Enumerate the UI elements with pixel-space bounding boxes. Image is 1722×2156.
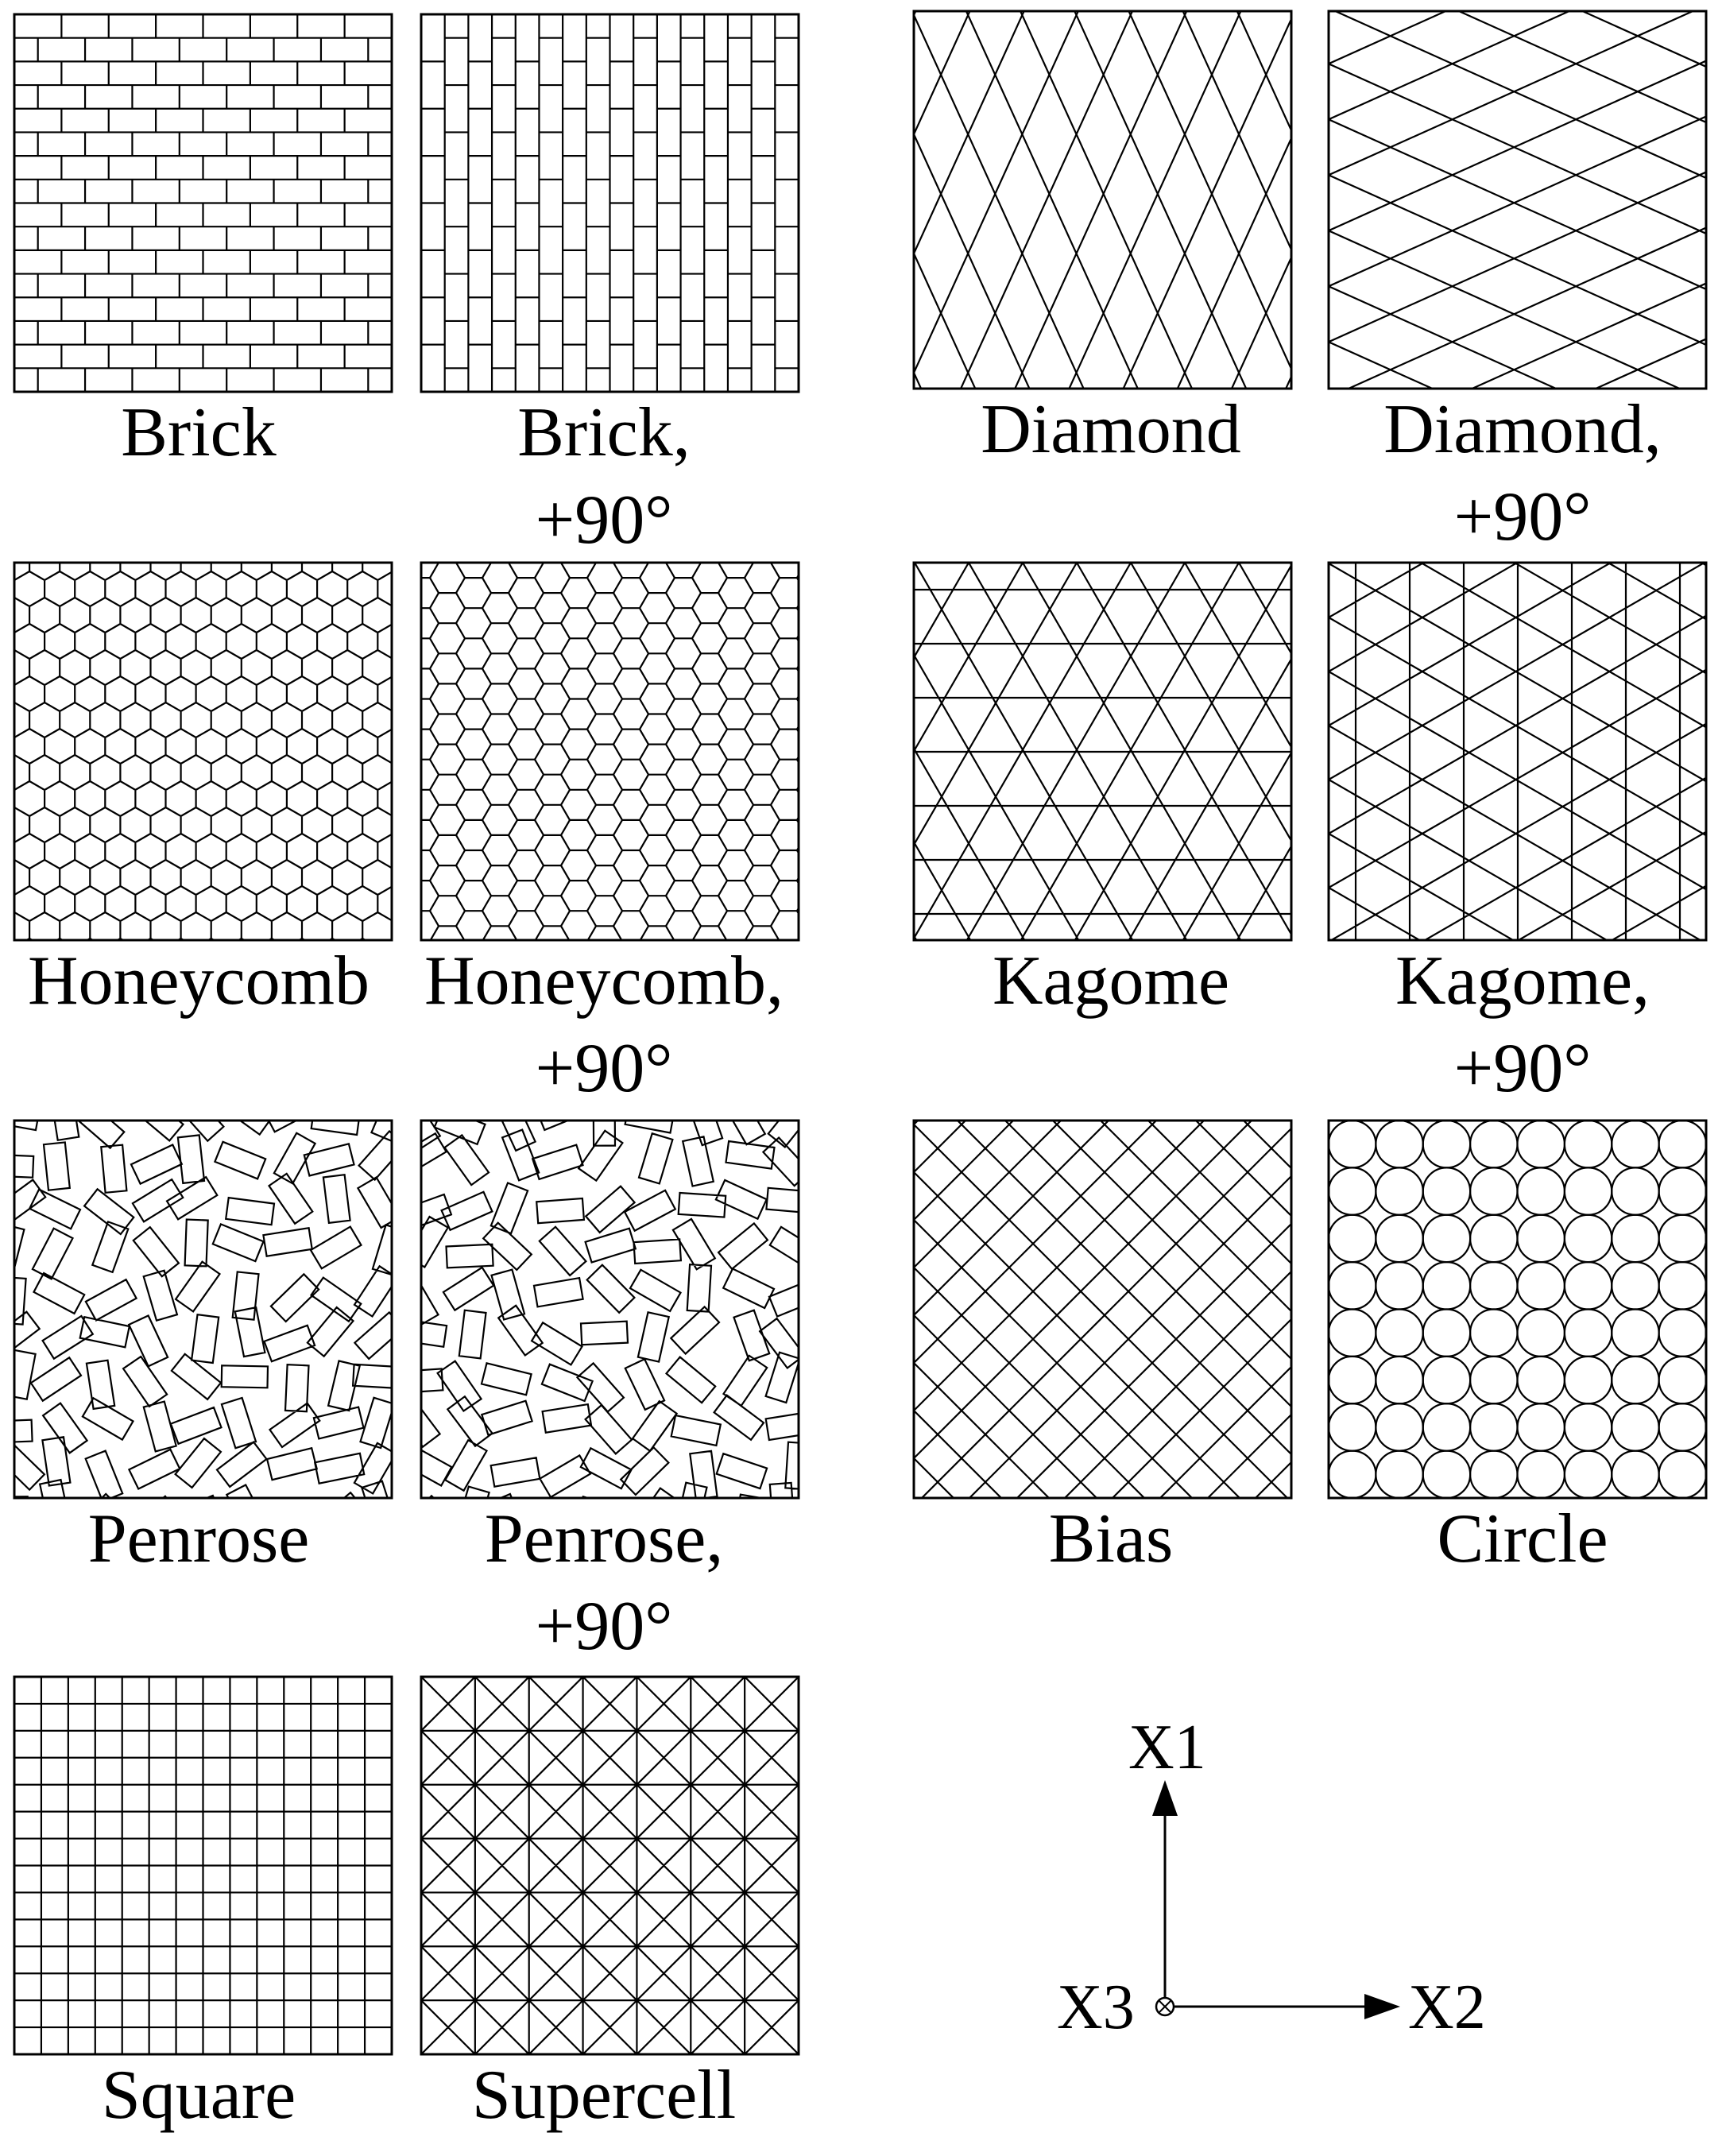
pattern-bias (914, 270, 1291, 2156)
panel-label-honeycomb-90: Honeycomb, (424, 943, 784, 1020)
pattern-honeycomb (0, 519, 439, 973)
panel-label-kagome-90: Kagome, (1395, 943, 1650, 1020)
panel-circle (1329, 1121, 1706, 1577)
panel-supercell (421, 1677, 799, 2134)
panel-bias (914, 270, 1291, 2156)
pattern-brick-90 (421, 14, 799, 392)
pattern-brick (14, 14, 392, 392)
panel-label-brick: Brick (121, 394, 277, 471)
panel-kagome-90 (1329, 0, 1706, 1376)
panel-label-diamond-90: Diamond, (1383, 391, 1662, 468)
panel-label-diamond: Diamond (981, 391, 1241, 468)
panel-brick (14, 14, 392, 471)
panel-label-honeycomb-90-line2: +90° (535, 1030, 673, 1107)
panel-label-honeycomb: Honeycomb (27, 943, 370, 1020)
panel-label-penrose-90-line2: +90° (535, 1588, 673, 1665)
panel-frame (421, 1121, 799, 1498)
panel-honeycomb-90 (377, 517, 832, 1107)
panel-label-bias: Bias (1048, 1500, 1174, 1577)
pattern-circle (1329, 1121, 1706, 1498)
panel-label-supercell: Supercell (471, 2057, 737, 2134)
x2-arrowhead (1364, 1994, 1400, 2019)
panel-diamond (914, 0, 1291, 2156)
panel-label-brick-90: Brick, (517, 394, 691, 471)
coordinate-axes (1057, 1713, 1486, 2042)
panel-label-brick-90-line2: +90° (535, 482, 673, 559)
panel-label-kagome-90-line2: +90° (1453, 1030, 1592, 1107)
panel-frame (421, 563, 799, 940)
x1-label: X1 (1128, 1713, 1206, 1782)
pattern-diamond (914, 0, 1291, 2156)
pattern-square (14, 1677, 392, 2054)
x1-arrowhead (1152, 1780, 1178, 1816)
pattern-penrose (0, 1044, 462, 1543)
panel-honeycomb (0, 519, 439, 1020)
x3-label: X3 (1057, 1972, 1135, 2042)
panel-label-kagome: Kagome (992, 943, 1230, 1020)
pattern-supercell (421, 1677, 799, 2054)
panel-frame (914, 11, 1291, 389)
x2-label: X2 (1408, 1972, 1486, 2042)
panel-brick-90 (421, 14, 799, 559)
panel-frame (1329, 1121, 1706, 1498)
panel-label-penrose: Penrose (87, 1500, 310, 1577)
panel-label-diamond-90-line2: +90° (1453, 478, 1592, 555)
pattern-honeycomb-90 (377, 517, 832, 987)
panel-penrose-90 (345, 1047, 867, 1665)
pattern-kagome-90 (1329, 0, 1706, 1376)
panel-penrose (0, 1044, 462, 1578)
panel-label-square: Square (101, 2057, 296, 2134)
pattern-penrose-90 (345, 1047, 867, 1545)
panel-label-circle: Circle (1437, 1500, 1608, 1577)
panel-square (14, 1677, 392, 2134)
panel-label-penrose-90: Penrose, (484, 1500, 724, 1577)
panel-frame (14, 563, 392, 940)
panel-frame (914, 1121, 1291, 1498)
